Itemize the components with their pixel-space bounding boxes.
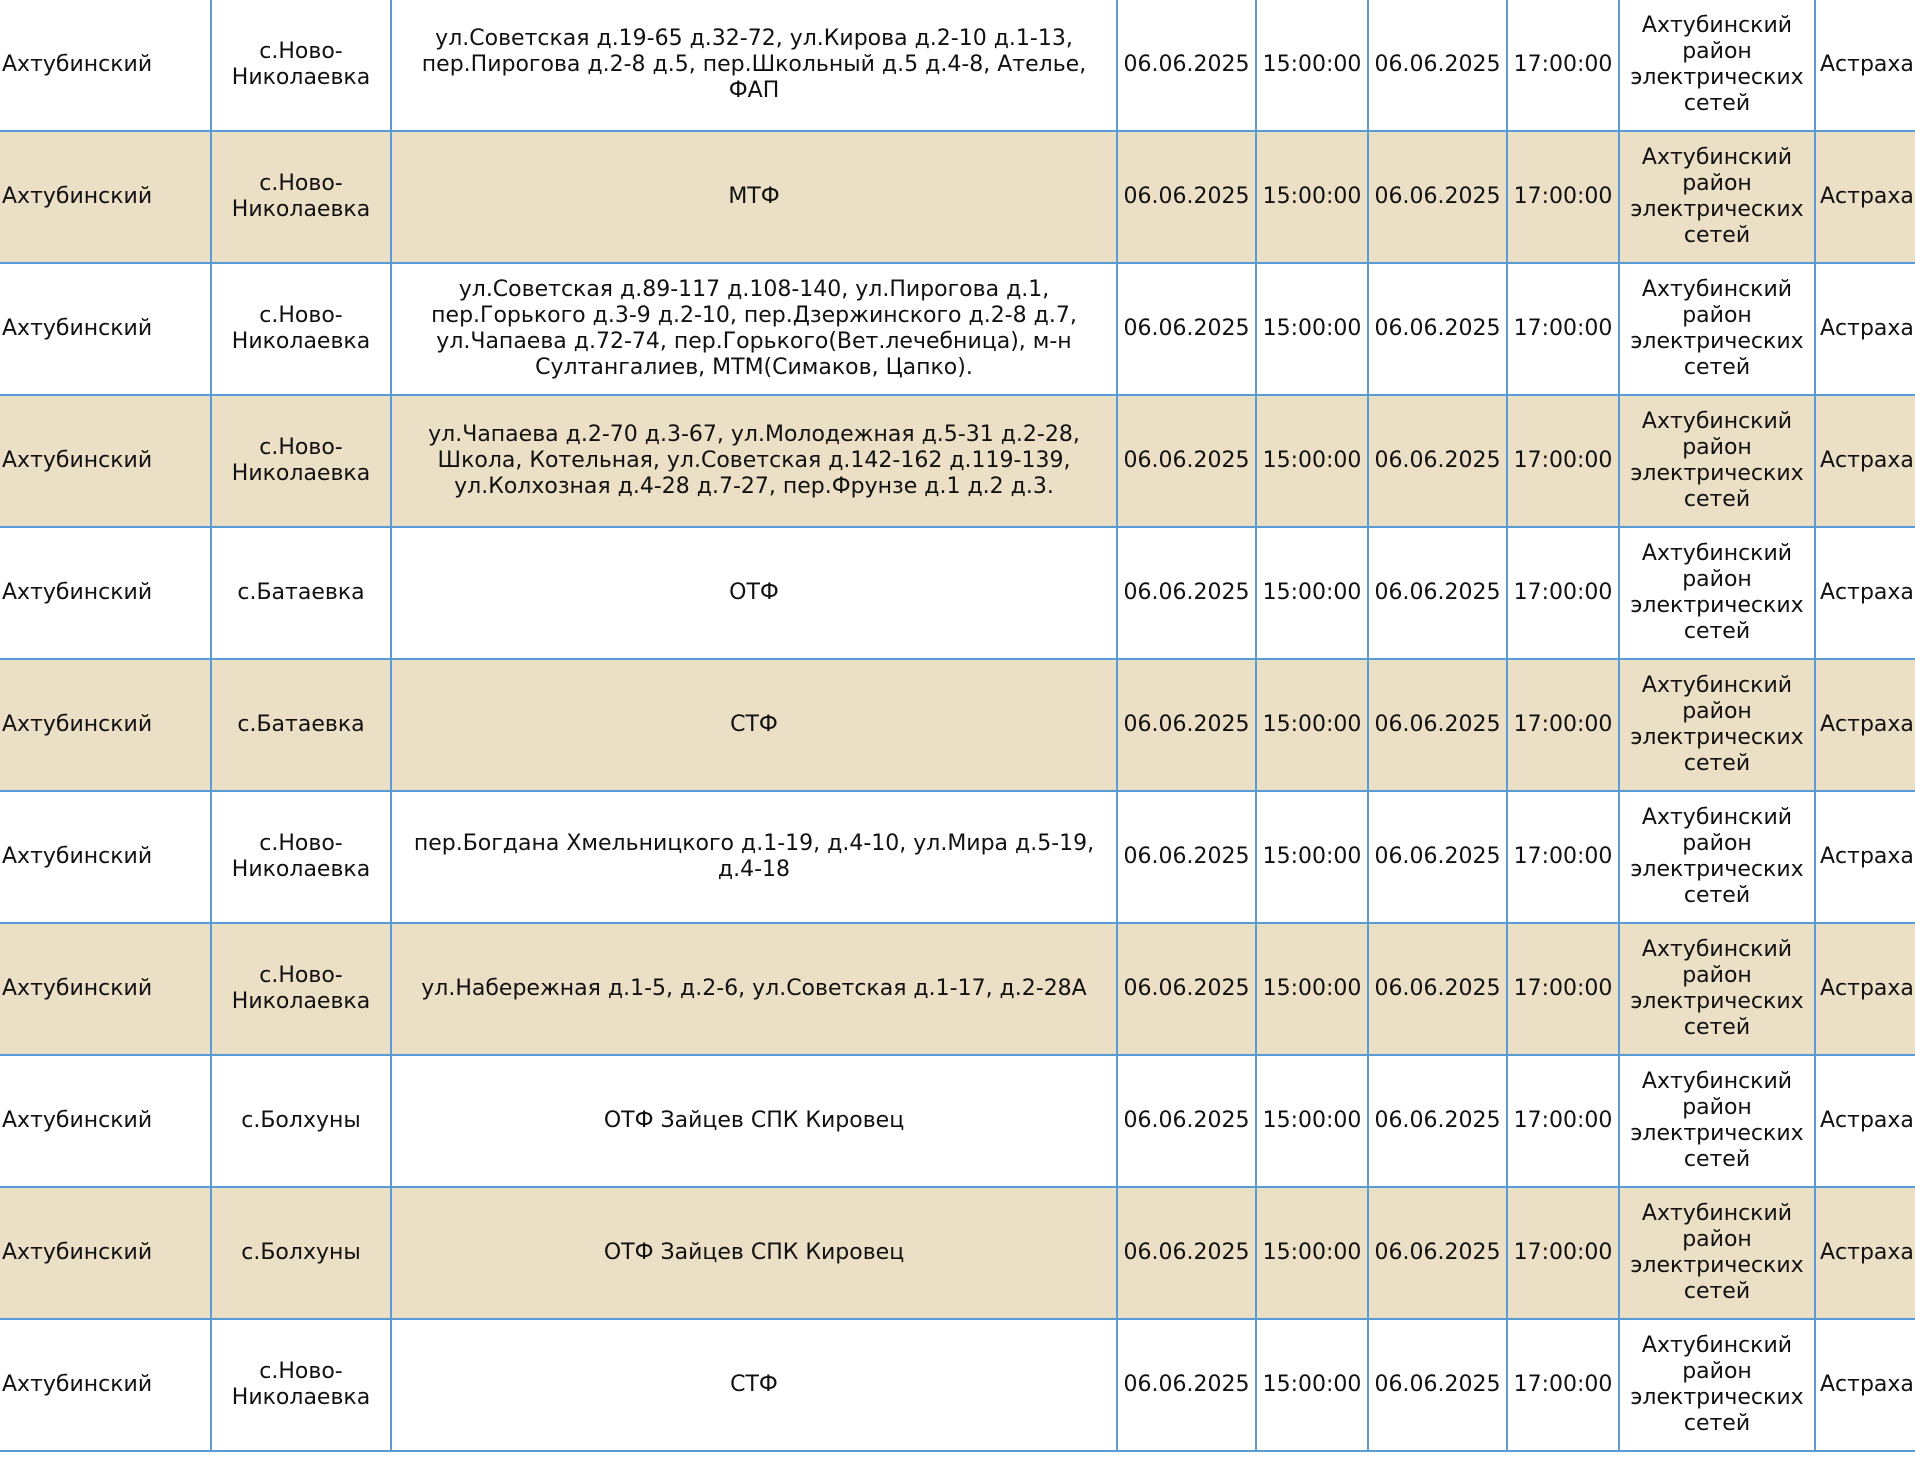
- network-cell: Ахтубинский район электрических сетей: [1619, 527, 1815, 659]
- locality-cell: с.Батаевка: [211, 659, 391, 791]
- addresses-cell: пер.Богдана Хмельницкого д.1-19, д.4-10, ул.Мира д.5-19, д.4-18: [391, 791, 1117, 923]
- locality-cell: с.Ново-Николаевка: [211, 791, 391, 923]
- start-time-cell: 15:00:00: [1256, 923, 1368, 1055]
- start-date-cell: 06.06.2025: [1117, 395, 1256, 527]
- start-date-cell: 06.06.2025: [1117, 1187, 1256, 1319]
- start-time-cell: 15:00:00: [1256, 263, 1368, 395]
- district-cell: Ахтубинский: [0, 791, 211, 923]
- table-row: [0, 659, 1915, 791]
- region-cell: Астраха: [1815, 659, 1915, 791]
- region-cell: Астраха: [1815, 263, 1915, 395]
- locality-cell: с.Болхуны: [211, 1187, 391, 1319]
- region-cell: Астраха: [1815, 527, 1915, 659]
- table-row: [0, 0, 1915, 131]
- addresses-cell: СТФ: [391, 1319, 1117, 1451]
- start-time-cell: 15:00:00: [1256, 527, 1368, 659]
- start-date-cell: 06.06.2025: [1117, 263, 1256, 395]
- addresses-cell: ул.Советская д.89-117 д.108-140, ул.Пирогова д.1, пер.Горького д.3-9 д.2-10, пер.Дзержинского д.2-8 д.7, ул.Чапаева д.72-74, пер.Горького(Вет.лечебница), м-н Султангалиев, МТМ(Симаков, Цапко).: [391, 263, 1117, 395]
- start-time-cell: 15:00:00: [1256, 1319, 1368, 1451]
- district-cell: Ахтубинский: [0, 1319, 211, 1451]
- end-date-cell: 06.06.2025: [1368, 1319, 1507, 1451]
- end-time-cell: 17:00:00: [1507, 263, 1619, 395]
- region-cell: Астраха: [1815, 395, 1915, 527]
- table-row: [0, 923, 1915, 1055]
- region-cell: Астраха: [1815, 791, 1915, 923]
- end-date-cell: 06.06.2025: [1368, 395, 1507, 527]
- locality-cell: с.Батаевка: [211, 527, 391, 659]
- end-time-cell: 17:00:00: [1507, 0, 1619, 131]
- addresses-cell: ОТФ Зайцев СПК Кировец: [391, 1055, 1117, 1187]
- addresses-cell: ОТФ: [391, 527, 1117, 659]
- start-time-cell: 15:00:00: [1256, 1055, 1368, 1187]
- district-cell: Ахтубинский: [0, 659, 211, 791]
- start-date-cell: 06.06.2025: [1117, 527, 1256, 659]
- region-cell: Астраха: [1815, 1187, 1915, 1319]
- network-cell: Ахтубинский район электрических сетей: [1619, 659, 1815, 791]
- network-cell: Ахтубинский район электрических сетей: [1619, 131, 1815, 263]
- end-time-cell: 17:00:00: [1507, 131, 1619, 263]
- region-cell: Астраха: [1815, 923, 1915, 1055]
- district-cell: Ахтубинский: [0, 263, 211, 395]
- end-time-cell: 17:00:00: [1507, 923, 1619, 1055]
- locality-cell: с.Ново-Николаевка: [211, 263, 391, 395]
- start-time-cell: 15:00:00: [1256, 791, 1368, 923]
- end-date-cell: 06.06.2025: [1368, 1055, 1507, 1187]
- start-time-cell: 15:00:00: [1256, 659, 1368, 791]
- locality-cell: с.Ново-Николаевка: [211, 1319, 391, 1451]
- district-cell: Ахтубинский: [0, 1187, 211, 1319]
- start-time-cell: 15:00:00: [1256, 0, 1368, 131]
- district-cell: Ахтубинский: [0, 527, 211, 659]
- district-cell: Ахтубинский: [0, 923, 211, 1055]
- network-cell: Ахтубинский район электрических сетей: [1619, 791, 1815, 923]
- locality-cell: с.Болхуны: [211, 1055, 391, 1187]
- network-cell: Ахтубинский район электрических сетей: [1619, 263, 1815, 395]
- district-cell: Ахтубинский: [0, 395, 211, 527]
- table-row: [0, 263, 1915, 395]
- table-row: [0, 131, 1915, 263]
- end-date-cell: 06.06.2025: [1368, 263, 1507, 395]
- region-cell: Астраха: [1815, 131, 1915, 263]
- end-date-cell: 06.06.2025: [1368, 791, 1507, 923]
- district-cell: Ахтубинский: [0, 131, 211, 263]
- end-date-cell: 06.06.2025: [1368, 0, 1507, 131]
- end-time-cell: 17:00:00: [1507, 1319, 1619, 1451]
- end-date-cell: 06.06.2025: [1368, 923, 1507, 1055]
- table-row: [0, 1319, 1915, 1451]
- district-cell: Ахтубинский: [0, 1055, 211, 1187]
- locality-cell: с.Ново-Николаевка: [211, 923, 391, 1055]
- table-row: [0, 1187, 1915, 1319]
- district-cell: Ахтубинский: [0, 0, 211, 131]
- network-cell: Ахтубинский район электрических сетей: [1619, 395, 1815, 527]
- network-cell: Ахтубинский район электрических сетей: [1619, 0, 1815, 131]
- end-time-cell: 17:00:00: [1507, 659, 1619, 791]
- region-cell: Астраха: [1815, 0, 1915, 131]
- start-date-cell: 06.06.2025: [1117, 791, 1256, 923]
- locality-cell: с.Ново-Николаевка: [211, 0, 391, 131]
- end-time-cell: 17:00:00: [1507, 1055, 1619, 1187]
- start-time-cell: 15:00:00: [1256, 395, 1368, 527]
- end-date-cell: 06.06.2025: [1368, 659, 1507, 791]
- region-cell: Астраха: [1815, 1319, 1915, 1451]
- addresses-cell: МТФ: [391, 131, 1117, 263]
- table-row: [0, 1055, 1915, 1187]
- locality-cell: с.Ново-Николаевка: [211, 131, 391, 263]
- table-row: [0, 395, 1915, 527]
- start-date-cell: 06.06.2025: [1117, 0, 1256, 131]
- end-date-cell: 06.06.2025: [1368, 131, 1507, 263]
- start-date-cell: 06.06.2025: [1117, 659, 1256, 791]
- addresses-cell: ул.Набережная д.1-5, д.2-6, ул.Советская д.1-17, д.2-28А: [391, 923, 1117, 1055]
- end-date-cell: 06.06.2025: [1368, 1187, 1507, 1319]
- network-cell: Ахтубинский район электрических сетей: [1619, 923, 1815, 1055]
- end-time-cell: 17:00:00: [1507, 527, 1619, 659]
- region-cell: Астраха: [1815, 1055, 1915, 1187]
- addresses-cell: ОТФ Зайцев СПК Кировец: [391, 1187, 1117, 1319]
- start-date-cell: 06.06.2025: [1117, 1319, 1256, 1451]
- end-time-cell: 17:00:00: [1507, 1187, 1619, 1319]
- start-date-cell: 06.06.2025: [1117, 1055, 1256, 1187]
- locality-cell: с.Ново-Николаевка: [211, 395, 391, 527]
- table-row: [0, 791, 1915, 923]
- start-time-cell: 15:00:00: [1256, 131, 1368, 263]
- start-date-cell: 06.06.2025: [1117, 923, 1256, 1055]
- addresses-cell: ул.Чапаева д.2-70 д.3-67, ул.Молодежная д.5-31 д.2-28, Школа, Котельная, ул.Советская д.142-162 д.119-139, ул.Колхозная д.4-28 д.7-27, пер.Фрунзе д.1 д.2 д.3.: [391, 395, 1117, 527]
- end-time-cell: 17:00:00: [1507, 395, 1619, 527]
- start-date-cell: 06.06.2025: [1117, 131, 1256, 263]
- end-date-cell: 06.06.2025: [1368, 527, 1507, 659]
- end-time-cell: 17:00:00: [1507, 791, 1619, 923]
- start-time-cell: 15:00:00: [1256, 1187, 1368, 1319]
- network-cell: Ахтубинский район электрических сетей: [1619, 1055, 1815, 1187]
- addresses-cell: ул.Советская д.19-65 д.32-72, ул.Кирова д.2-10 д.1-13, пер.Пирогова д.2-8 д.5, пер.Школьный д.5 д.4-8, Ателье, ФАП: [391, 0, 1117, 131]
- network-cell: Ахтубинский район электрических сетей: [1619, 1319, 1815, 1451]
- table-row: [0, 527, 1915, 659]
- network-cell: Ахтубинский район электрических сетей: [1619, 1187, 1815, 1319]
- addresses-cell: СТФ: [391, 659, 1117, 791]
